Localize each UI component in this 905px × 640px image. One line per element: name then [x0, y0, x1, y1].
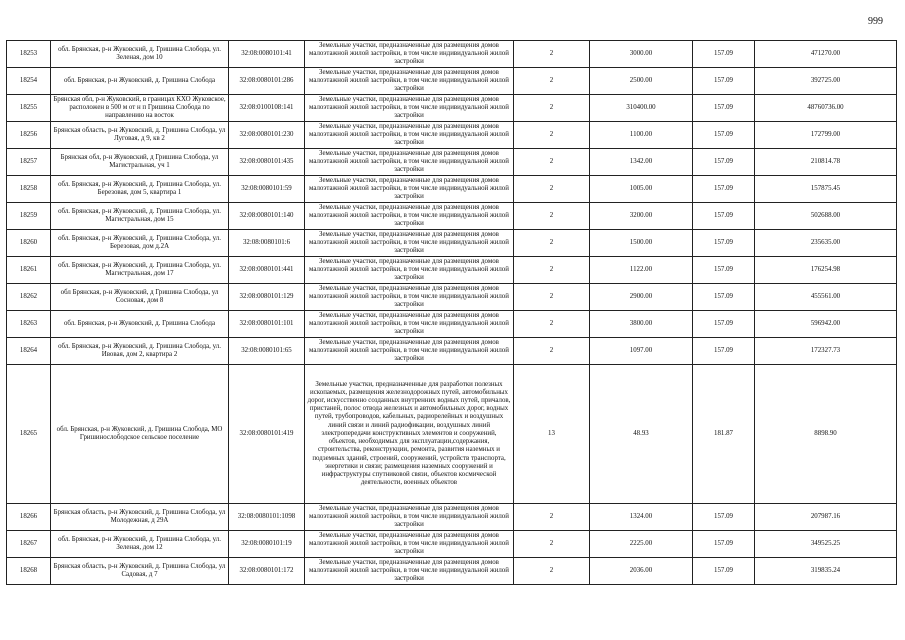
cadastral-value-cell: 471270.00 — [755, 41, 897, 68]
specific-value-cell: 157.09 — [693, 95, 755, 122]
land-use-cell: Земельные участки, предназначенные для размещения домов малоэтажной жилой застройки, в том числе индивидуальной жилой застройки — [305, 311, 514, 338]
area-cell: 1100.00 — [590, 122, 693, 149]
cadastral-number-cell: 32:08:0080101:65 — [229, 338, 305, 365]
cadastral-value-cell: 8898.90 — [755, 365, 897, 504]
row-number: 18263 — [7, 311, 51, 338]
cadastral-value-cell: 392725.00 — [755, 68, 897, 95]
group-code-cell: 2 — [514, 41, 590, 68]
group-code-cell: 2 — [514, 149, 590, 176]
cadastral-value-cell: 502688.00 — [755, 203, 897, 230]
cadastral-number-cell: 32:08:0080101:230 — [229, 122, 305, 149]
group-code-cell: 2 — [514, 203, 590, 230]
area-cell: 48.93 — [590, 365, 693, 504]
specific-value-cell: 157.09 — [693, 149, 755, 176]
address-cell: Брянская обл, р-н Жуковский, в границах КХО Жуковское, расположен в 500 м от н п Гришина Слобода по направлению на восток — [51, 95, 229, 122]
table-row — [7, 311, 897, 338]
table-row — [7, 95, 897, 122]
land-use-cell: Земельные участки, предназначенные для размещения домов малоэтажной жилой застройки, в том числе индивидуальной жилой застройки — [305, 531, 514, 558]
area-cell: 2500.00 — [590, 68, 693, 95]
table-row — [7, 531, 897, 558]
specific-value-cell: 157.09 — [693, 41, 755, 68]
land-use-cell: Земельные участки, предназначенные для размещения домов малоэтажной жилой застройки, в том числе индивидуальной жилой застройки — [305, 95, 514, 122]
cadastral-number-cell: 32:08:0080101:41 — [229, 41, 305, 68]
area-cell: 1324.00 — [590, 504, 693, 531]
cadastral-number-cell: 32:08:0080101:419 — [229, 365, 305, 504]
address-cell: обл. Брянская, р-н Жуковский, д. Гришина Слобода, ул. Зеленая, дом 12 — [51, 531, 229, 558]
address-cell: обл. Брянская, р-н Жуковский, д. Гришина Слобода, ул. Березовая, дом д.2А — [51, 230, 229, 257]
address-cell: обл Брянская, р-н Жуковский, д Гришина Слобода, ул Сосновая, дом 8 — [51, 284, 229, 311]
address-cell: Брянская область, р-н Жуковский, д. Гришина Слобода, ул Луговая, д 9, кв 2 — [51, 122, 229, 149]
address-cell: обл. Брянская, р-н Жуковский, д. Гришина Слобода — [51, 311, 229, 338]
land-use-cell: Земельные участки, предназначенные для размещения домов малоэтажной жилой застройки, в том числе индивидуальной жилой застройки — [305, 257, 514, 284]
cadastral-number-cell: 32:08:0080101:129 — [229, 284, 305, 311]
group-code-cell: 2 — [514, 95, 590, 122]
land-use-cell: Земельные участки, предназначенные для размещения домов малоэтажной жилой застройки, в том числе индивидуальной жилой застройки — [305, 338, 514, 365]
row-number: 18265 — [7, 365, 51, 504]
row-number: 18256 — [7, 122, 51, 149]
row-number: 18268 — [7, 558, 51, 585]
group-code-cell: 2 — [514, 504, 590, 531]
cadastral-number-cell: 32:08:0080101:441 — [229, 257, 305, 284]
area-cell: 3000.00 — [590, 41, 693, 68]
table-row — [7, 558, 897, 585]
area-cell: 2225.00 — [590, 531, 693, 558]
land-use-cell: Земельные участки, предназначенные для размещения домов малоэтажной жилой застройки, в том числе индивидуальной жилой застройки — [305, 203, 514, 230]
cadastral-number-cell: 32:08:0080101:140 — [229, 203, 305, 230]
specific-value-cell: 157.09 — [693, 230, 755, 257]
cadastral-number-cell: 32:08:0080101:172 — [229, 558, 305, 585]
row-number: 18255 — [7, 95, 51, 122]
row-number: 18259 — [7, 203, 51, 230]
cadastral-value-cell: 207987.16 — [755, 504, 897, 531]
land-use-cell: Земельные участки, предназначенные для разработки полезных ископаемых, размещения железнодорожных путей, автомобильных дорог, искусственно созданных внутренних водных путей, причалов, пристаней, полос отвода железных и автомобильных дорог, водных путей, трубопроводов, кабельных, радиорелейных и воздушных линий связи и линий радиофикации, воздушных линий электропередачи конструктивных элементов и сооружений, объектов, необходимых для эксплуатации,содержания, строительства, реконструкции, ремонта, развития наземных и подземных зданий, строений, сооружений, устройств транспорта, энергетики и связи; размещения наземных сооружений и инфраструктуры спутниковой связи, объектов космической деятельности, военных объектов — [305, 365, 514, 504]
table-row — [7, 338, 897, 365]
table-row — [7, 203, 897, 230]
cadastral-value-cell: 455561.00 — [755, 284, 897, 311]
area-cell: 1500.00 — [590, 230, 693, 257]
cadastral-number-cell: 32:08:0080101:1098 — [229, 504, 305, 531]
specific-value-cell: 157.09 — [693, 176, 755, 203]
specific-value-cell: 157.09 — [693, 203, 755, 230]
address-cell: обл. Брянская, р-н Жуковский, д. Гришина Слобода, МО Гришинослободское сельское поселение — [51, 365, 229, 504]
row-number: 18264 — [7, 338, 51, 365]
cadastral-value-cell: 172799.00 — [755, 122, 897, 149]
group-code-cell: 2 — [514, 230, 590, 257]
cadastral-value-cell: 48760736.00 — [755, 95, 897, 122]
specific-value-cell: 157.09 — [693, 257, 755, 284]
area-cell: 3200.00 — [590, 203, 693, 230]
table-row — [7, 149, 897, 176]
specific-value-cell: 157.09 — [693, 68, 755, 95]
table-row — [7, 122, 897, 149]
cadastral-number-cell: 32:08:0080101:286 — [229, 68, 305, 95]
specific-value-cell: 157.09 — [693, 284, 755, 311]
cadastral-number-cell: 32:08:0080101:435 — [229, 149, 305, 176]
specific-value-cell: 157.09 — [693, 558, 755, 585]
area-cell: 2900.00 — [590, 284, 693, 311]
row-number: 18254 — [7, 68, 51, 95]
group-code-cell: 2 — [514, 558, 590, 585]
address-cell: обл. Брянская, р-н Жуковский, д. Гришина Слобода, ул. Магистральная, дом 15 — [51, 203, 229, 230]
address-cell: обл. Брянская, р-н Жуковский, д. Гришина Слобода, ул. Березовая, дом 5, квартира 1 — [51, 176, 229, 203]
table-row — [7, 504, 897, 531]
row-number: 18258 — [7, 176, 51, 203]
land-use-cell: Земельные участки, предназначенные для размещения домов малоэтажной жилой застройки, в том числе индивидуальной жилой застройки — [305, 41, 514, 68]
row-number: 18266 — [7, 504, 51, 531]
land-use-cell: Земельные участки, предназначенные для размещения домов малоэтажной жилой застройки, в том числе индивидуальной жилой застройки — [305, 558, 514, 585]
area-cell: 2036.00 — [590, 558, 693, 585]
group-code-cell: 2 — [514, 284, 590, 311]
land-use-cell: Земельные участки, предназначенные для размещения домов малоэтажной жилой застройки, в том числе индивидуальной жилой застройки — [305, 176, 514, 203]
row-number: 18262 — [7, 284, 51, 311]
land-use-cell: Земельные участки, предназначенные для размещения домов малоэтажной жилой застройки, в том числе индивидуальной жилой застройки — [305, 230, 514, 257]
cadastral-number-cell: 32:08:0080101:6 — [229, 230, 305, 257]
area-cell: 1005.00 — [590, 176, 693, 203]
cadastral-number-cell: 32:08:0080101:59 — [229, 176, 305, 203]
specific-value-cell: 157.09 — [693, 338, 755, 365]
land-use-cell: Земельные участки, предназначенные для размещения домов малоэтажной жилой застройки, в том числе индивидуальной жилой застройки — [305, 68, 514, 95]
cadastral-value-cell: 210814.78 — [755, 149, 897, 176]
address-cell: обл. Брянская, р-н Жуковский, д. Гришина Слобода, ул. Магистральная, дом 17 — [51, 257, 229, 284]
group-code-cell: 2 — [514, 338, 590, 365]
row-number: 18257 — [7, 149, 51, 176]
address-cell: Брянская обл, р-н Жуковский, д Гришина Слобода, ул Магистральная, уч 1 — [51, 149, 229, 176]
address-cell: обл. Брянская, р-н Жуковский, д. Гришина Слобода — [51, 68, 229, 95]
table-row — [7, 176, 897, 203]
area-cell: 1342.00 — [590, 149, 693, 176]
table-row — [7, 365, 897, 504]
table-row — [7, 257, 897, 284]
specific-value-cell: 157.09 — [693, 122, 755, 149]
area-cell: 1122.00 — [590, 257, 693, 284]
land-cadastral-table — [6, 40, 897, 585]
group-code-cell: 2 — [514, 122, 590, 149]
page-number: 999 — [868, 16, 883, 27]
cadastral-value-cell: 172327.73 — [755, 338, 897, 365]
group-code-cell: 2 — [514, 531, 590, 558]
address-cell: Брянская область, р-н Жуковский, д. Гришина Слобода, ул Садовая, д 7 — [51, 558, 229, 585]
address-cell: обл. Брянская, р-н Жуковский, д. Гришина Слобода, ул. Ивовая, дом 2, квартира 2 — [51, 338, 229, 365]
area-cell: 3800.00 — [590, 311, 693, 338]
land-use-cell: Земельные участки, предназначенные для размещения домов малоэтажной жилой застройки, в том числе индивидуальной жилой застройки — [305, 504, 514, 531]
specific-value-cell: 157.09 — [693, 531, 755, 558]
cadastral-number-cell: 32:08:0100108:141 — [229, 95, 305, 122]
cadastral-value-cell: 319835.24 — [755, 558, 897, 585]
specific-value-cell: 181.87 — [693, 365, 755, 504]
specific-value-cell: 157.09 — [693, 504, 755, 531]
group-code-cell: 2 — [514, 176, 590, 203]
specific-value-cell: 157.09 — [693, 311, 755, 338]
land-use-cell: Земельные участки, предназначенные для размещения домов малоэтажной жилой застройки, в том числе индивидуальной жилой застройки — [305, 284, 514, 311]
row-number: 18253 — [7, 41, 51, 68]
cadastral-number-cell: 32:08:0080101:101 — [229, 311, 305, 338]
cadastral-value-cell: 349525.25 — [755, 531, 897, 558]
table-row — [7, 284, 897, 311]
row-number: 18261 — [7, 257, 51, 284]
area-cell: 310400.00 — [590, 95, 693, 122]
area-cell: 1097.00 — [590, 338, 693, 365]
cadastral-value-cell: 596942.00 — [755, 311, 897, 338]
table-row — [7, 68, 897, 95]
cadastral-value-cell: 235635.00 — [755, 230, 897, 257]
table-row — [7, 41, 897, 68]
row-number: 18260 — [7, 230, 51, 257]
cadastral-value-cell: 176254.98 — [755, 257, 897, 284]
row-number: 18267 — [7, 531, 51, 558]
table-row — [7, 230, 897, 257]
group-code-cell: 2 — [514, 311, 590, 338]
cadastral-value-cell: 157875.45 — [755, 176, 897, 203]
group-code-cell: 13 — [514, 365, 590, 504]
land-use-cell: Земельные участки, предназначенные для размещения домов малоэтажной жилой застройки, в том числе индивидуальной жилой застройки — [305, 149, 514, 176]
cadastral-number-cell: 32:08:0080101:19 — [229, 531, 305, 558]
land-use-cell: Земельные участки, предназначенные для размещения домов малоэтажной жилой застройки, в том числе индивидуальной жилой застройки — [305, 122, 514, 149]
group-code-cell: 2 — [514, 257, 590, 284]
address-cell: обл. Брянская, р-н Жуковский, д. Гришина Слобода, ул. Зеленая, дом 10 — [51, 41, 229, 68]
address-cell: Брянская область, р-н Жуковский, д. Гришина Слобода, ул Молодежная, д 29А — [51, 504, 229, 531]
group-code-cell: 2 — [514, 68, 590, 95]
